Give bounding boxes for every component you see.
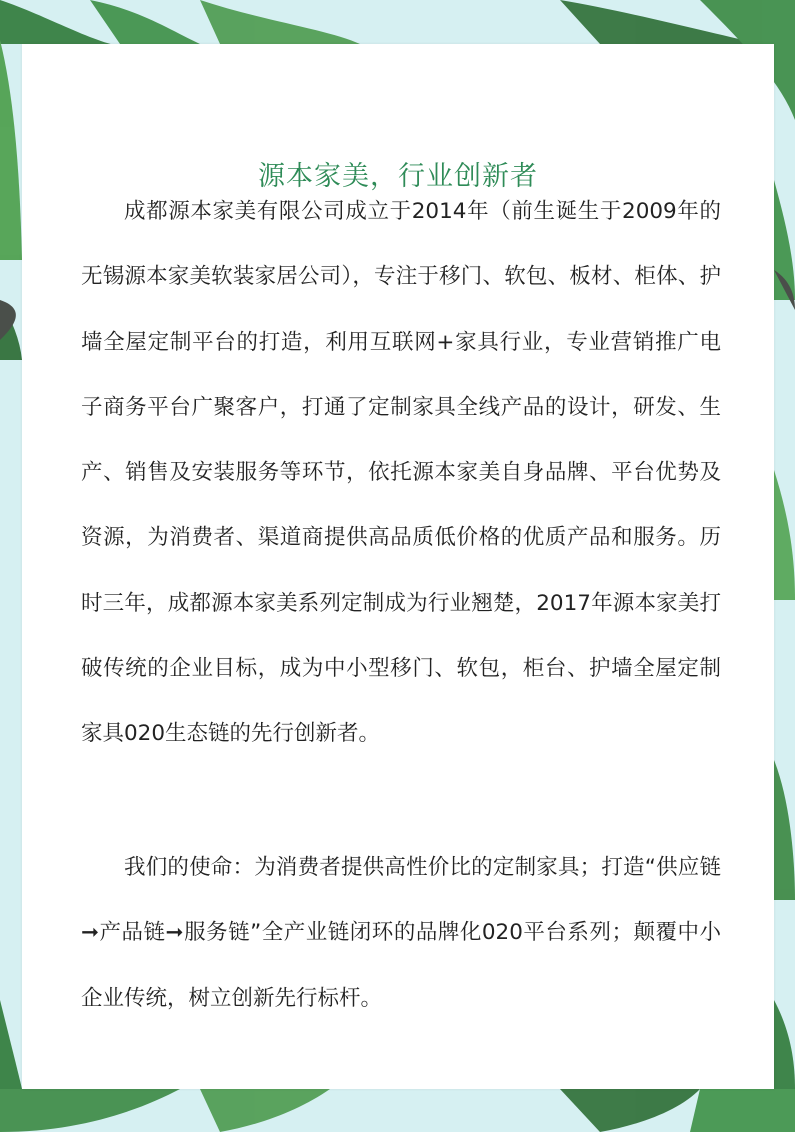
- paragraph-mission: 我们的使命：为消费者提供高性价比的定制家具；打造“供应链➞产品链➞服务链”全产业链闭环的品牌化020平台系列；颠覆中小企业传统，树立创新先行标杆。: [81, 855, 721, 1011]
- content-card: [22, 44, 774, 1089]
- page-title: 源本家美，行业创新者: [258, 161, 538, 192]
- paragraph-intro: 成都源本家美有限公司成立于2014年（前生诞生于2009年的无锡源本家美软装家居公司），专注于移门、软包、板材、柜体、护墙全屋定制平台的打造，利用互联网+家具行业，专业营销推广电子商务平台广聚客户，打通了定制家具全线产品的设计，研发、生产、销售及安装服务等环节，依托源本家美自身品牌、平台优势及资源，为消费者、渠道商提供高品质低价格的优质产品和服务。历时三年，成都源本家美系列定制成为行业翘楚，2017年源本家美打破传统的企业目标，成为中小型移门、软包，柜台、护墙全屋定制家具020生态链的先行创新者。: [81, 199, 721, 747]
